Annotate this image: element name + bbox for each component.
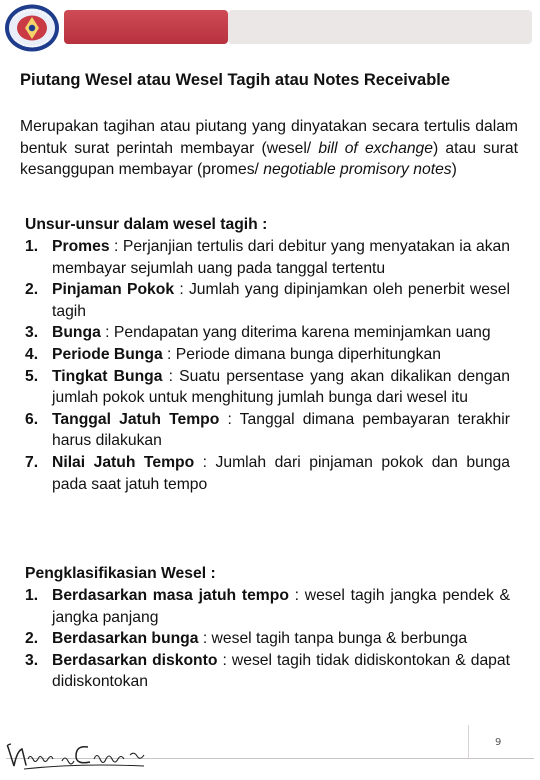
header-band-light xyxy=(228,10,532,44)
item-term: Tingkat Bunga xyxy=(52,367,163,385)
klasifikasi-list xyxy=(25,585,510,693)
item-number: 3. xyxy=(25,324,39,342)
item-term: Bunga xyxy=(52,324,101,342)
item-term: Promes xyxy=(52,238,110,255)
item-number: 5. xyxy=(25,367,39,385)
item-number: 4. xyxy=(25,345,39,363)
footer-divider-vertical xyxy=(468,725,469,758)
item-description: : Periode dimana bunga diperhitungkan xyxy=(162,345,441,363)
item-term: Tanggal Jatuh Tempo xyxy=(52,410,220,428)
item-term: Nilai Jatuh Tempo xyxy=(52,453,195,471)
item-number: 2. xyxy=(25,281,39,299)
item-description: : wesel tagih tidak didiskontokan & dapat didiskontokan xyxy=(52,651,510,691)
intro-text-2: ) atau surat kesanggupan membayar (promes/ xyxy=(20,139,518,178)
page-number: 9 xyxy=(495,737,502,748)
list-item xyxy=(25,322,510,344)
item-term: Berdasarkan masa jatuh tempo xyxy=(52,587,289,604)
item-number: 1. xyxy=(25,587,39,604)
item-description: : Pendapatan yang diterima karena meminjamkan uang xyxy=(100,324,491,342)
item-number: 6. xyxy=(25,410,39,428)
list-item xyxy=(25,236,510,279)
header-band-red xyxy=(64,10,228,44)
unsur-list xyxy=(25,236,510,495)
item-description: : Perjanjian tertulis dari debitur yang menyatakan ia akan membayar sejumlah uang pada tanggal tertentu xyxy=(52,238,510,277)
item-term: Pinjaman Pokok xyxy=(52,281,175,299)
item-description: : wesel tagih jangka pendek & jangka panjang xyxy=(52,587,510,626)
list-item xyxy=(25,628,510,650)
item-term: Berdasarkan bunga xyxy=(52,630,199,648)
list-item xyxy=(25,585,510,628)
item-description: : Tanggal dimana pembayaran terakhir harus dilakukan xyxy=(52,410,510,450)
list-item xyxy=(25,344,510,366)
item-number: 3. xyxy=(25,651,39,669)
handwritten-signature xyxy=(4,733,154,775)
klasifikasi-heading: Pengklasifikasian Wesel : xyxy=(25,565,216,582)
item-description: : Jumlah yang dipinjamkan oleh penerbit wesel tagih xyxy=(52,281,510,320)
intro-paragraph xyxy=(20,116,518,181)
list-item xyxy=(25,452,510,495)
intro-italic-1: bill of exchange xyxy=(318,139,433,157)
item-term: Periode Bunga xyxy=(52,345,163,363)
intro-text-3: ) xyxy=(451,161,457,178)
item-number: 2. xyxy=(25,630,39,648)
item-number: 7. xyxy=(25,453,39,471)
list-item xyxy=(25,409,510,452)
intro-text-1: Merupakan tagihan atau piutang yang dinyatakan secara tertulis dalam bentuk surat perintah membayar (wesel/ xyxy=(20,118,518,157)
list-item xyxy=(25,366,510,409)
university-seal-icon xyxy=(3,3,61,53)
intro-italic-2: negotiable promisory notes xyxy=(263,161,452,178)
list-item xyxy=(25,650,510,693)
page-title: Piutang Wesel atau Wesel Tagih atau Notes Receivable xyxy=(20,71,451,89)
list-item xyxy=(25,279,510,322)
item-description: : wesel tagih tanpa bunga & berbunga xyxy=(198,630,468,648)
item-term: Berdasarkan diskonto xyxy=(52,651,218,669)
header-bar xyxy=(0,0,540,55)
item-description: : Jumlah dari pinjaman pokok dan bunga pada saat jatuh tempo xyxy=(52,453,510,493)
unsur-heading: Unsur-unsur dalam wesel tagih : xyxy=(25,216,268,233)
item-description: : Suatu persentase yang akan dikalikan dengan jumlah pokok untuk menghitung jumlah bunga dari wesel itu xyxy=(52,367,510,407)
item-number: 1. xyxy=(25,238,39,255)
